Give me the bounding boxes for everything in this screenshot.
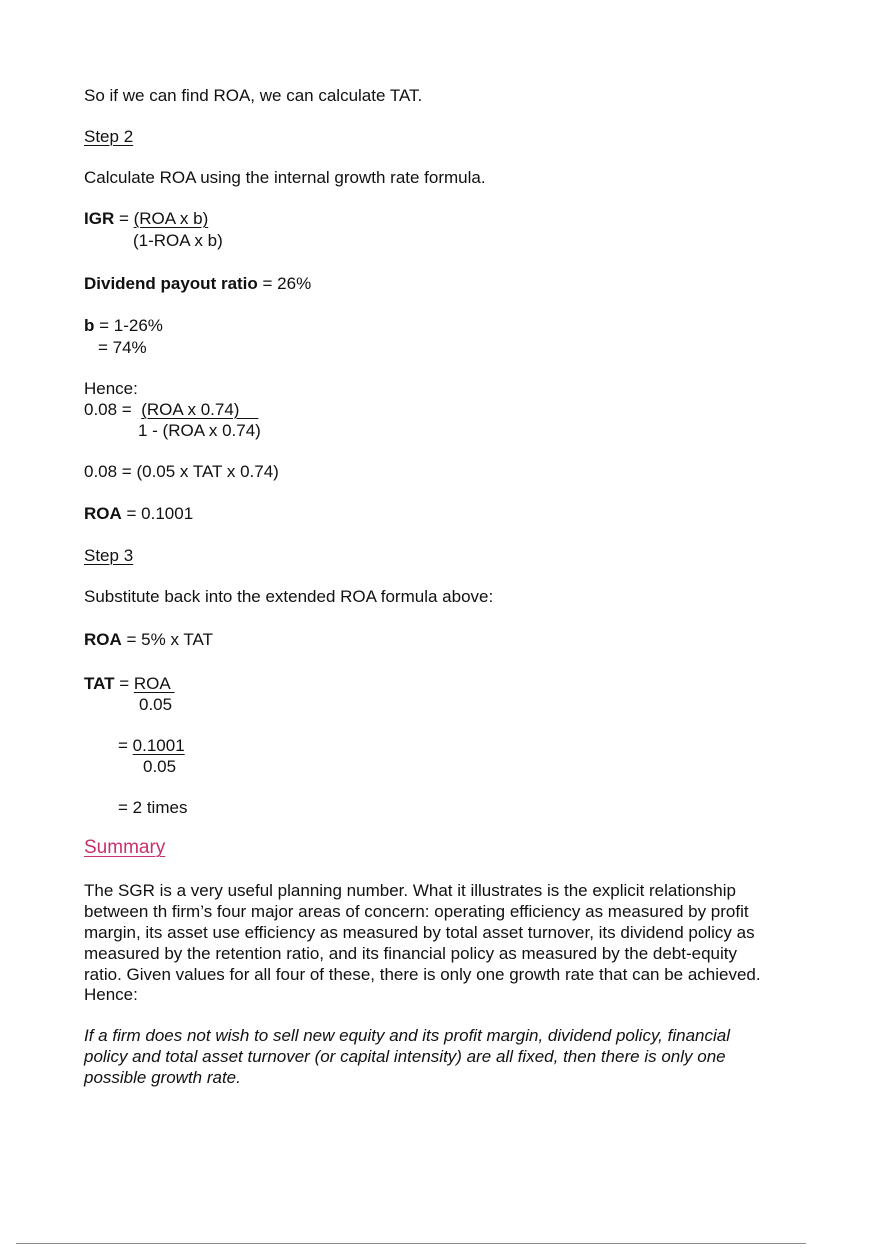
dpr-value: = 26% (257, 274, 312, 293)
equals: = (114, 209, 134, 228)
roa-label: ROA (84, 630, 122, 649)
b-result: = 74% (98, 338, 147, 357)
hence-label: Hence: (84, 379, 138, 398)
eq1-left: 0.08 = (84, 400, 142, 419)
roa-formula-value: = 5% x TAT (121, 630, 213, 649)
tat-formula (84, 673, 175, 695)
step2-heading: Step 2 (84, 127, 134, 146)
dividend-payout-line (84, 273, 311, 295)
igr-label: IGR (84, 209, 115, 228)
sub-denominator: 0.05 (143, 757, 177, 776)
eq1-denominator: 1 - (ROA x 0.74) (138, 421, 261, 440)
sub-numerator: 0.1001 (132, 736, 185, 755)
paragraph-line: The SGR is a very useful planning number. What it illustrates is the explicit relationship (84, 881, 736, 900)
tat-substitution (118, 735, 185, 757)
b-value: = 1-26% (94, 316, 163, 335)
igr-formula (84, 208, 208, 230)
italic-line: possible growth rate. (84, 1068, 241, 1087)
step3-heading: Step 3 (84, 546, 134, 565)
igr-denominator: (1-ROA x b) (133, 231, 223, 250)
b-label: b (84, 316, 95, 335)
equals: = (114, 674, 134, 693)
tat-numerator: ROA (133, 674, 175, 693)
b-line (84, 315, 163, 337)
tat-label: TAT (84, 674, 115, 693)
paragraph-line: measured by the retention ratio, and its financial policy as measured by the debt-equity (84, 944, 737, 963)
roa-label: ROA (84, 504, 122, 523)
italic-line: policy and total asset turnover (or capital intensity) are all fixed, then there is only one (84, 1047, 726, 1066)
eq1 (84, 399, 258, 421)
eq1-numerator: (ROA x 0.74) (141, 400, 259, 419)
italic-line: If a firm does not wish to sell new equity and its profit margin, dividend policy, financial (84, 1026, 730, 1045)
page-bottom-divider (16, 1243, 806, 1244)
tat-denominator: 0.05 (139, 695, 173, 714)
summary-heading: Summary (84, 837, 166, 858)
roa-value: = 0.1001 (121, 504, 194, 523)
paragraph-line: ratio. Given values for all four of these, there is only one growth rate that can be achieved. (84, 965, 761, 984)
tat-result: = 2 times (118, 798, 188, 817)
roa-result (84, 503, 193, 525)
step2-text: Calculate ROA using the internal growth rate formula. (84, 168, 486, 187)
eq2: 0.08 = (0.05 x TAT x 0.74) (84, 462, 279, 481)
step3-text: Substitute back into the extended ROA formula above: (84, 587, 494, 606)
roa-formula (84, 629, 213, 651)
intro-text: So if we can find ROA, we can calculate TAT. (84, 86, 423, 105)
igr-numerator: (ROA x b) (133, 209, 209, 228)
dpr-label: Dividend payout ratio (84, 274, 258, 293)
paragraph-line: Hence: (84, 985, 138, 1004)
equals: = (118, 736, 133, 755)
paragraph-line: margin, its asset use efficiency as measured by total asset turnover, its dividend policy as (84, 923, 755, 942)
paragraph-line: between th firm’s four major areas of concern: operating efficiency as measured by profit (84, 902, 749, 921)
